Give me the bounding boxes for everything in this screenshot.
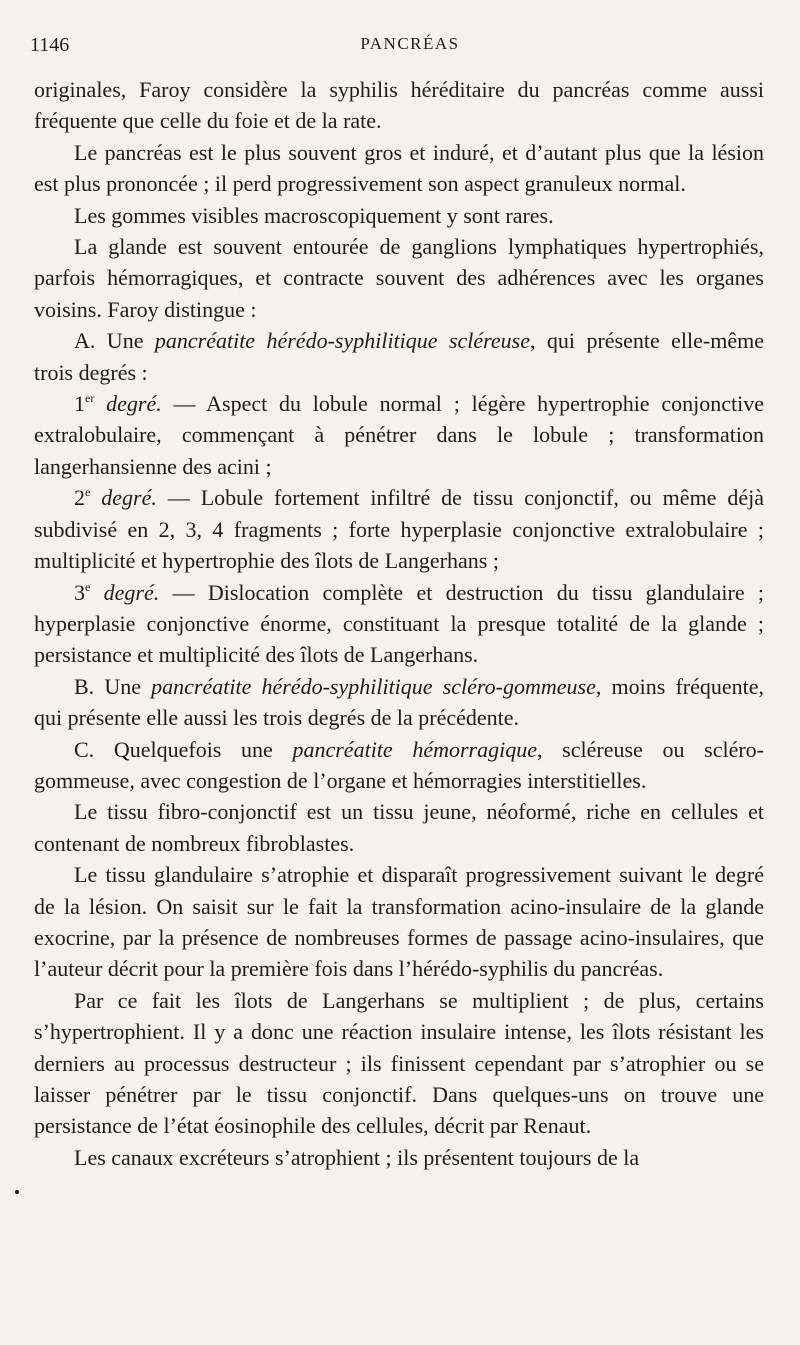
- ink-speck: [15, 1190, 19, 1194]
- degree-number: 2: [74, 485, 85, 511]
- paragraph-gommes: Les gommes visibles macroscopiquement y sont rares.: [74, 202, 554, 228]
- paragraph-canaux: Les canaux excréteurs s’atrophient ; ils présentent toujours de la: [74, 1144, 640, 1170]
- item-text: — Lobule fortement infiltré de tissu conjonctif, ou même déjà subdivisé en 2, 3, 4 fragments ; forte hyperplasie conjonctive extralobulaire ; multiplicité et hypertrophie des îlots de Langerhans ;: [34, 485, 765, 574]
- degree-superscript: e: [85, 485, 91, 500]
- paragraph-degre-1: [34, 388, 764, 482]
- italic-term: pancréatite hérédo-syphilitique scléro-gommeuse: [151, 673, 596, 699]
- paragraph-ganglions: La glande est souvent entourée de ganglions lymphatiques hypertrophiés, parfois hémorragiques, et contracte souvent des adhérences avec les organes voisins. Faroy distingue :: [34, 234, 764, 322]
- degree-superscript: e: [85, 579, 91, 594]
- paragraph-degre-2: [34, 482, 764, 576]
- paragraph-type-a: [34, 325, 764, 388]
- item-text: — Dislocation complète et destruction du tissu glandulaire ; hyperplasie conjonctive énorme, constituant la presque totalité de la glande ; persistance et multiplicité des îlots de Langerhans.: [34, 579, 764, 668]
- running-title: PANCRÉAS: [360, 34, 460, 53]
- paragraph-continuation: originales, Faroy considère la syphilis héréditaire du pancréas comme aussi fréquente que celle du foie et de la rate.: [34, 77, 764, 134]
- body-text: [34, 74, 764, 1173]
- degree-superscript: er: [85, 391, 95, 406]
- degree-number: 1: [74, 391, 85, 417]
- paragraph-ilots: Par ce fait les îlots de Langerhans se multiplient ; de plus, certains s’hypertrophient. Il y a donc une réaction insulaire intense, les îlots résistant les derniers au processus destructeur ; ils finissent cependant par s’atrophier ou se laisser pénétrer par le tissu conjonctif. Dans quelques-uns on trouve une persistance de l’état éosinophile des cellules, décrit par Renaut.: [34, 987, 764, 1139]
- item-label: B. Une: [74, 673, 141, 699]
- italic-term: pancréatite hémorragique: [292, 736, 537, 762]
- item-label: C. Quelquefois une: [74, 736, 273, 762]
- page-number: 1146: [30, 34, 70, 56]
- item-text: , scléreuse ou scléro-gommeuse, avec congestion de l’organe et hémorragies interstitielles.: [34, 736, 764, 793]
- item-label: A. Une: [74, 328, 144, 354]
- item-text: , qui présente elle-même trois degrés :: [34, 328, 764, 385]
- paragraph-degre-3: [34, 577, 764, 671]
- paragraph-type-b: [34, 671, 764, 734]
- page-header: [30, 34, 760, 60]
- item-text: , moins fréquente, qui présente elle aussi les trois degrés de la précédente.: [34, 673, 765, 731]
- italic-term: pancréatite hérédo-syphilitique scléreuse: [154, 328, 531, 354]
- paragraph-tissu-glandulaire: Le tissu glandulaire s’atrophie et disparaît progressivement suivant le degré de la lésion. On saisit sur le fait la transformation acino-insulaire de la glande exocrine, par la présence de nombreuses formes de passage acino-insulaires, que l’auteur décrit pour la première fois dans l’hérédo-syphilis du pancréas.: [34, 862, 764, 982]
- degree-label: degré.: [103, 579, 160, 605]
- degree-label: degré.: [106, 391, 162, 417]
- paragraph-tissu-fibro: Le tissu fibro-conjonctif est un tissu jeune, néoformé, riche en cellules et contenant de nombreux fibroblastes.: [34, 799, 764, 856]
- paragraph-pancreas-gros: Le pancréas est le plus souvent gros et induré, et d’autant plus que la lésion est plus prononcée ; il perd progressivement son aspect granuleux normal.: [34, 139, 764, 197]
- degree-number: 3: [74, 579, 85, 605]
- degree-label: degré.: [101, 485, 157, 511]
- paragraph-type-c: [34, 734, 764, 797]
- item-text: — Aspect du lobule normal ; légère hypertrophie conjonctive extralobulaire, commençant à pénétrer dans le lobule ; transformation langerhansienne des acini ;: [34, 391, 764, 479]
